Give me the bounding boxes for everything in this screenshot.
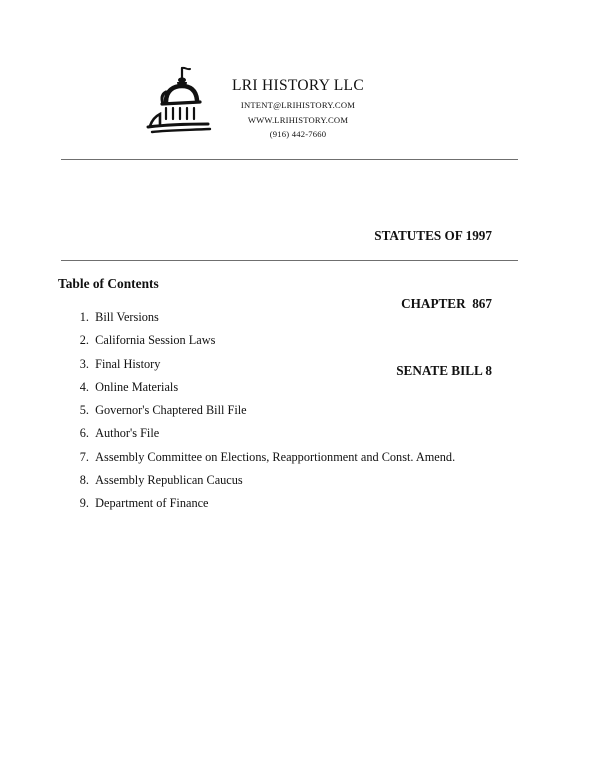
toc-item-label: Assembly Committee on Elections, Reapportionment and Const. Amend. [95,449,456,464]
toc-item-label: California Session Laws [95,333,216,348]
toc-item-number: 7. [79,449,89,464]
toc-item-label: Assembly Republican Caucus [95,473,243,488]
toc-item-label: Author's File [95,426,160,441]
company-name: LRI HISTORY LLC [232,77,364,94]
divider-bottom [61,260,518,261]
toc-item-label: Final History [95,356,161,371]
toc-item [70,376,455,399]
toc-item-label: Online Materials [95,379,179,394]
toc-item-label: Department of Finance [95,496,209,511]
toc-title: Table of Contents [58,276,159,291]
toc-item [70,329,455,352]
toc-item-number: 5. [79,403,89,418]
toc-item [70,353,455,376]
bill-line: SENATE BILL 8 [396,363,492,378]
toc-item [70,306,455,329]
toc-item-number: 9. [79,496,89,511]
toc-item-number: 8. [79,473,89,488]
toc-item-number: 3. [79,356,89,371]
company-phone: (916) 442-7660 [269,129,327,139]
toc-item-label: Bill Versions [95,310,159,324]
toc-item-number: 4. [79,379,89,394]
company-email: INTENT@LRIHISTORY.COM [240,100,356,110]
toc-item-number: 2. [79,333,89,348]
toc-item [70,469,455,492]
toc-item-number: 1. [79,310,89,324]
toc-item-label: Governor's Chaptered Bill File [95,403,247,418]
toc-item [70,492,455,515]
statutes-line: STATUTES OF 1997 [374,228,492,243]
company-header [218,76,378,142]
toc-item [70,399,455,422]
capitol-dome-icon [144,64,212,140]
divider-top [61,159,518,160]
toc-item [70,422,455,445]
toc-list [70,306,455,516]
toc-item-number: 6. [79,426,89,441]
toc-item [70,446,455,469]
company-website: WWW.LRIHISTORY.COM [247,114,349,125]
chapter-line: CHAPTER 867 [401,295,492,311]
